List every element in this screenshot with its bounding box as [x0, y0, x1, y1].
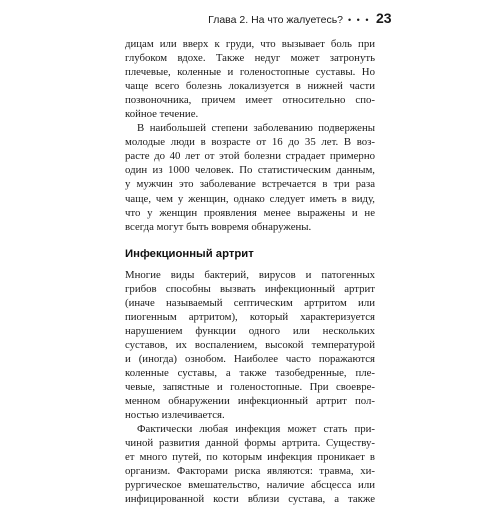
text-line: грибов способны вызвать инфекционный артрит	[125, 282, 375, 295]
text-line: инфицированной кости вблизи сустава, а также	[125, 493, 375, 506]
text-line: глубоком вдохе. Также недуг может затронуть	[125, 52, 375, 65]
paragraph-1	[125, 37, 375, 121]
text-line: пиогенным артритом), который характеризуется	[125, 310, 375, 323]
text-line: Фактически любая инфекция может стать при-	[137, 423, 375, 436]
text-line: чаще, чем у женщин, однако следует иметь в виду,	[125, 192, 375, 205]
text-column	[125, 37, 375, 506]
text-line: В наибольшей степени заболеванию подвержены	[137, 122, 375, 135]
header-dots: • • •	[348, 15, 370, 25]
text-line: молодые люди в возрасте от 16 до 35 лет. В воз-	[125, 136, 375, 149]
paragraph-2	[125, 121, 375, 233]
text-line: расте до 40 лет от этой болезни страдает примерно	[125, 150, 375, 163]
text-line: дицам или вверх к груди, что вызывает боль при	[125, 38, 375, 50]
text-line: что у женщин проявления менее выражены и не	[125, 206, 375, 219]
text-line: позвоночника, причем имеет относительно спо-	[125, 94, 375, 107]
text-line: Многие виды бактерий, вирусов и патогенных	[125, 268, 375, 281]
text-line: ностью излечивается.	[125, 409, 225, 422]
text-line: чаще всего болезнь локализуется в нижней части	[125, 80, 375, 93]
text-line: ет много путей, по которым инфекция проникает в	[125, 451, 375, 464]
text-line: рургическое вмешательство, наличие абсцесса или	[125, 479, 375, 492]
text-line: у мужчин это заболевание встречается в три раза	[125, 178, 375, 191]
chapter-title: Глава 2. На что жалуетесь?	[208, 14, 344, 26]
text-line: чиной развития данной формы артрита. Существу-	[125, 437, 375, 450]
text-line: (иначе называемый септическим артритом или	[125, 296, 375, 309]
text-line: один из 1000 человек. По статистическим данным,	[125, 164, 375, 177]
text-line: чевые, запястные и голеностопные. При своевре-	[125, 381, 375, 394]
running-header	[208, 14, 370, 26]
text-line: суставов, их воспалением, высокой температурой	[125, 338, 375, 351]
text-line: организм. Факторами риска являются: травма, хи-	[125, 465, 375, 478]
text-line: и (иногда) ознобом. Наиболее часто поражаются	[125, 352, 375, 365]
text-line: койное течение.	[125, 108, 199, 121]
text-line: менном обнаружении инфекционный артрит пол-	[125, 395, 375, 408]
text-line: нарушением функции одного или нескольких	[125, 324, 375, 337]
page-number: 23	[376, 10, 392, 26]
text-line: всегда могут быть вовремя обнаружены.	[125, 220, 312, 233]
paragraph-4	[125, 422, 375, 506]
paragraph-3	[125, 268, 375, 423]
section-heading: Инфекционный артрит	[125, 247, 254, 260]
text-line: коленные суставы, а также тазобедренные, пле-	[125, 366, 375, 379]
text-line: плечевые, коленные и голеностопные суставы. Но	[125, 66, 375, 79]
